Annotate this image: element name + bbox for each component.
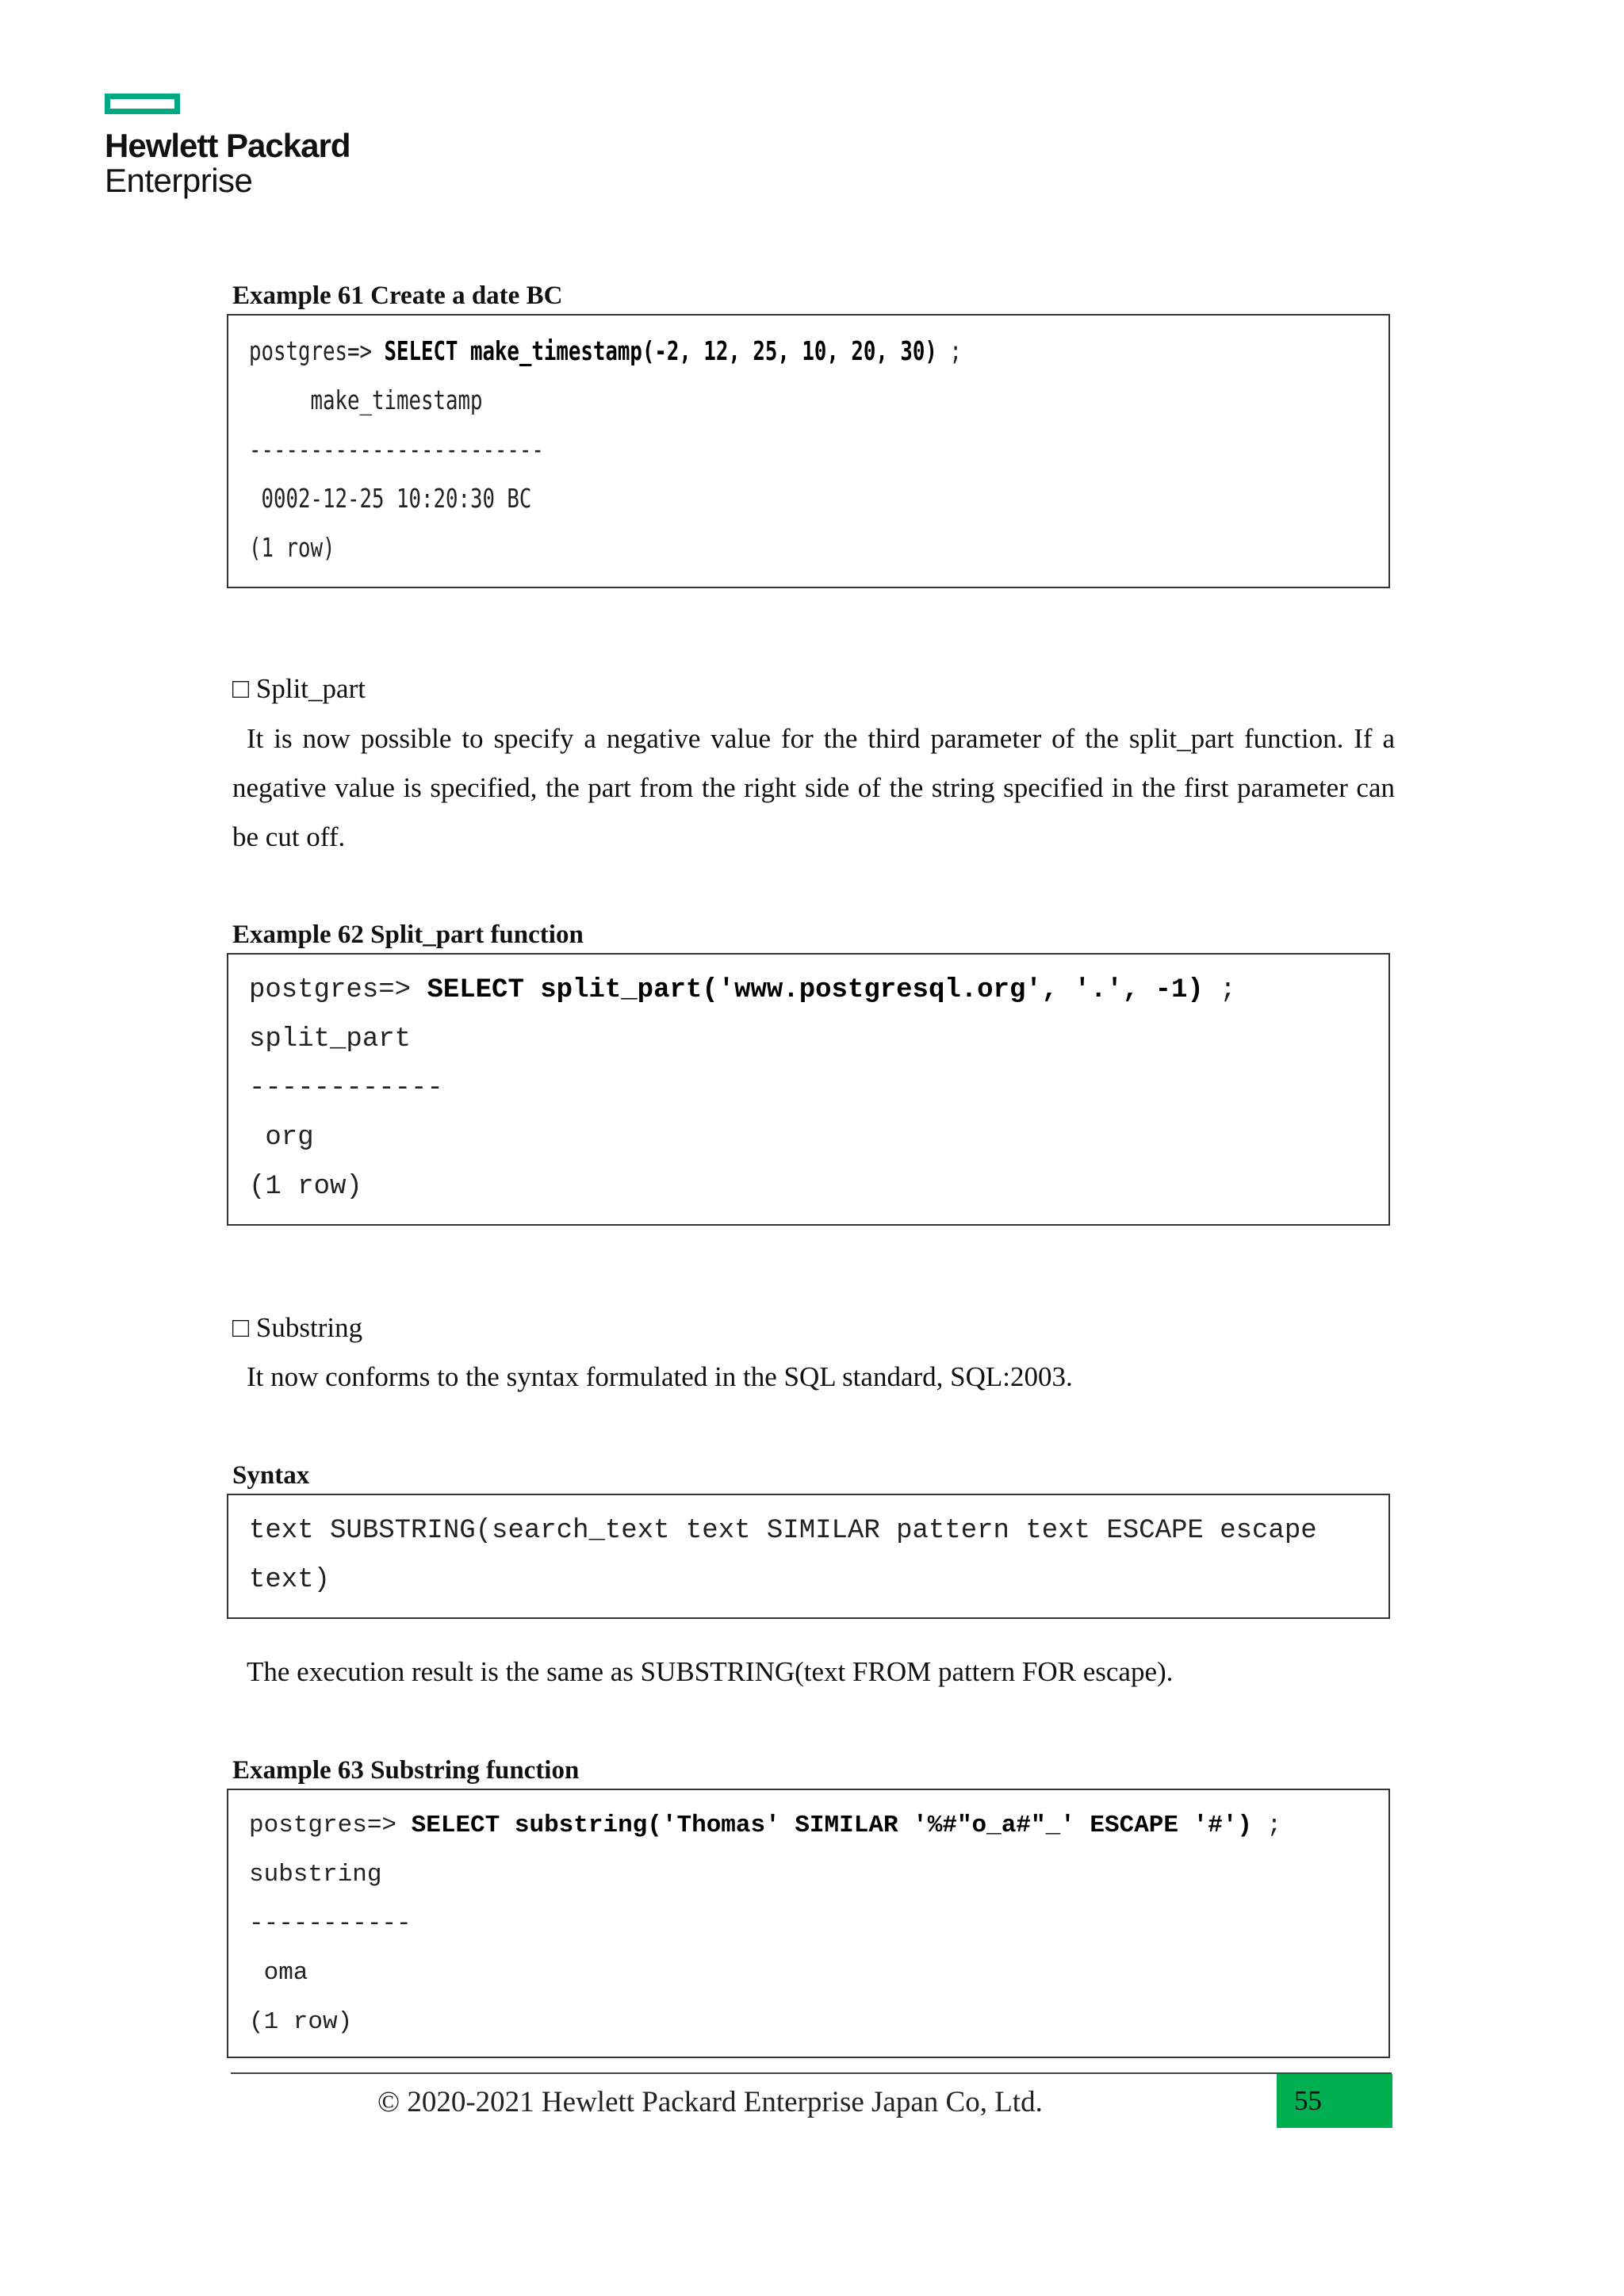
example-61-code-block (227, 314, 1390, 588)
logo-text-line1: Hewlett Packard (105, 127, 350, 164)
example-63-code-block (227, 1789, 1390, 2058)
syntax-line-1: text SUBSTRING(search_text text SIMILAR pattern text ESCAPE escape (249, 1516, 1317, 1546)
example-62-result-value: org (249, 1123, 314, 1153)
example-62-result-header: split_part (249, 1024, 412, 1054)
execution-note (232, 1647, 1395, 1697)
example-62-code-block (227, 953, 1390, 1226)
example-63-command: SELECT substring('Thomas' SIMILAR '%#"o_a#"_' ESCAPE '#') (411, 1812, 1253, 1839)
example-61-result-value: 0002-12-25 10:20:30 BC (249, 483, 532, 514)
example-63-result-header: substring (249, 1861, 382, 1888)
logo-text-line2: Enterprise (105, 162, 253, 199)
syntax-caption: Syntax (232, 1461, 310, 1490)
example-62-row-count: (1 row) (249, 1172, 362, 1202)
example-61-result-separator: ------------------------ (249, 434, 544, 465)
example-62-result-separator: ------------ (249, 1073, 443, 1104)
substring-description-text: It now conforms to the syntax formulated in the SQL standard, SQL:2003. (247, 1361, 1073, 1392)
example-61-caption: Example 61 Create a date BC (232, 281, 563, 310)
hpe-logo-mark (105, 94, 180, 114)
example-63-terminator: ; (1252, 1812, 1282, 1839)
example-63-prompt: postgres=> (249, 1812, 412, 1839)
example-61-terminator: ; (936, 335, 962, 366)
example-63-row-count: (1 row) (249, 2008, 353, 2036)
footer-divider (231, 2072, 1392, 2074)
example-61-command-line (249, 327, 1138, 376)
example-62-caption: Example 62 Split_part function (232, 920, 584, 949)
example-61-command: SELECT make_timestamp(-2, 12, 25, 10, 20, 30) (384, 335, 937, 366)
substring-heading: □ Substring (232, 1312, 363, 1343)
example-62-command: SELECT split_part('www.postgresql.org', '.', -1) (427, 975, 1204, 1005)
footer-copyright: © 2020-2021 Hewlett Packard Enterprise Japan Co, Ltd. (377, 2086, 1043, 2118)
split-part-description-text: It is now possible to specify a negative value for the third parameter of the split_part function. If a negative value is specified, the part from the right side of the string specified in the first parameter can be cut off. (232, 723, 1395, 852)
example-62-command-line (249, 966, 1388, 1015)
execution-note-text: The execution result is the same as SUBSTRING(text FROM pattern FOR escape). (247, 1656, 1174, 1687)
example-61-row-count: (1 row) (249, 532, 335, 563)
example-63-caption: Example 63 Substring function (232, 1756, 580, 1785)
example-62-prompt: postgres=> (249, 975, 427, 1005)
substring-description (232, 1353, 1395, 1402)
page-number: 55 (1277, 2074, 1392, 2128)
example-63-result-separator: ----------- (249, 1910, 412, 1938)
split-part-heading: □ Split_part (232, 673, 366, 704)
hpe-logo (105, 94, 350, 198)
syntax-line-2: text) (249, 1565, 331, 1595)
example-63-result-value: oma (249, 1959, 308, 1987)
example-63-command-line (249, 1801, 1388, 1850)
example-61-prompt: postgres=> (249, 335, 385, 366)
syntax-code-block (227, 1494, 1390, 1619)
example-61-result-header: make_timestamp (249, 385, 483, 415)
example-62-terminator: ; (1203, 975, 1236, 1005)
split-part-description (232, 714, 1395, 862)
